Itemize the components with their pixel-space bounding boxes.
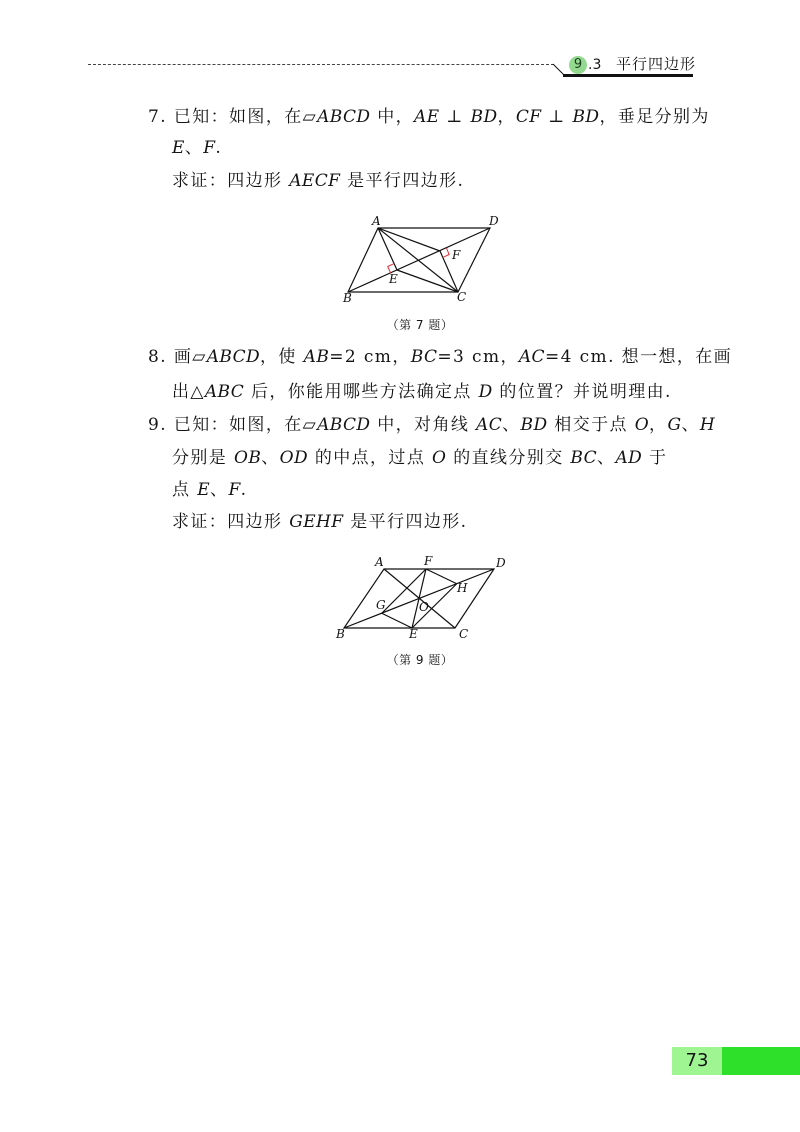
label-o: O — [419, 600, 429, 614]
segment-ef — [412, 569, 426, 628]
problem-8-line-1: 8. 画▱ABCD，使 AB=2 cm，BC=3 cm，AC=4 cm. 想一想，在画 — [148, 347, 733, 367]
label-h: H — [457, 581, 468, 595]
label-a: A — [375, 555, 384, 569]
problem-9-line-1: 9. 已知：如图，在▱ABCD 中，对角线 AC、BD 相交于点 O，G、H — [148, 415, 716, 435]
header-rule-connector — [550, 60, 566, 80]
problem-7-line-1: 7. 已知：如图，在▱ABCD 中，AE ⊥ BD，CF ⊥ BD，垂足分别为 — [148, 107, 710, 127]
figure-9 — [330, 552, 510, 642]
header-thick-rule — [563, 74, 693, 77]
problem-8-line-2: 出△ABC 后，你能用哪些方法确定点 D 的位置？并说明理由. — [172, 382, 672, 402]
label-d: D — [489, 214, 499, 228]
problem-7-line-2: E、F. — [172, 138, 223, 158]
page-number: 73 — [672, 1047, 722, 1075]
label-f: F — [452, 248, 461, 262]
label-b: B — [343, 291, 352, 305]
label-b: B — [336, 627, 345, 641]
figure-7-caption: （第 7 题） — [386, 318, 454, 332]
label-e: E — [409, 627, 418, 641]
label-g: G — [376, 598, 386, 612]
chapter-number-badge: 9 — [569, 56, 587, 74]
figure-7 — [330, 210, 510, 306]
segment-ec — [397, 270, 458, 292]
figure-9-caption: （第 9 题） — [386, 653, 454, 667]
segment-ge — [382, 613, 412, 628]
section-number-suffix: .3 — [588, 57, 602, 73]
problem-9-line-2: 分别是 OB、OD 的中点，过点 O 的直线分别交 BC、AD 于 — [172, 448, 668, 468]
label-f: F — [424, 554, 433, 568]
diagonal-bd — [348, 228, 490, 292]
label-a: A — [372, 214, 381, 228]
segment-hf — [426, 569, 457, 584]
label-e: E — [389, 272, 398, 286]
label-d: D — [496, 556, 506, 570]
page-number-bar — [722, 1047, 800, 1075]
problem-9-prove-line: 求证：四边形 GEHF 是平行四边形. — [172, 512, 468, 532]
problem-9-line-3: 点 E、F. — [172, 480, 248, 500]
label-c: C — [459, 627, 469, 641]
problem-7-prove-line: 求证：四边形 AECF 是平行四边形. — [172, 171, 465, 191]
section-title: 平行四边形 — [616, 55, 697, 73]
label-c: C — [457, 290, 467, 304]
header-dashed-rule — [88, 64, 554, 65]
